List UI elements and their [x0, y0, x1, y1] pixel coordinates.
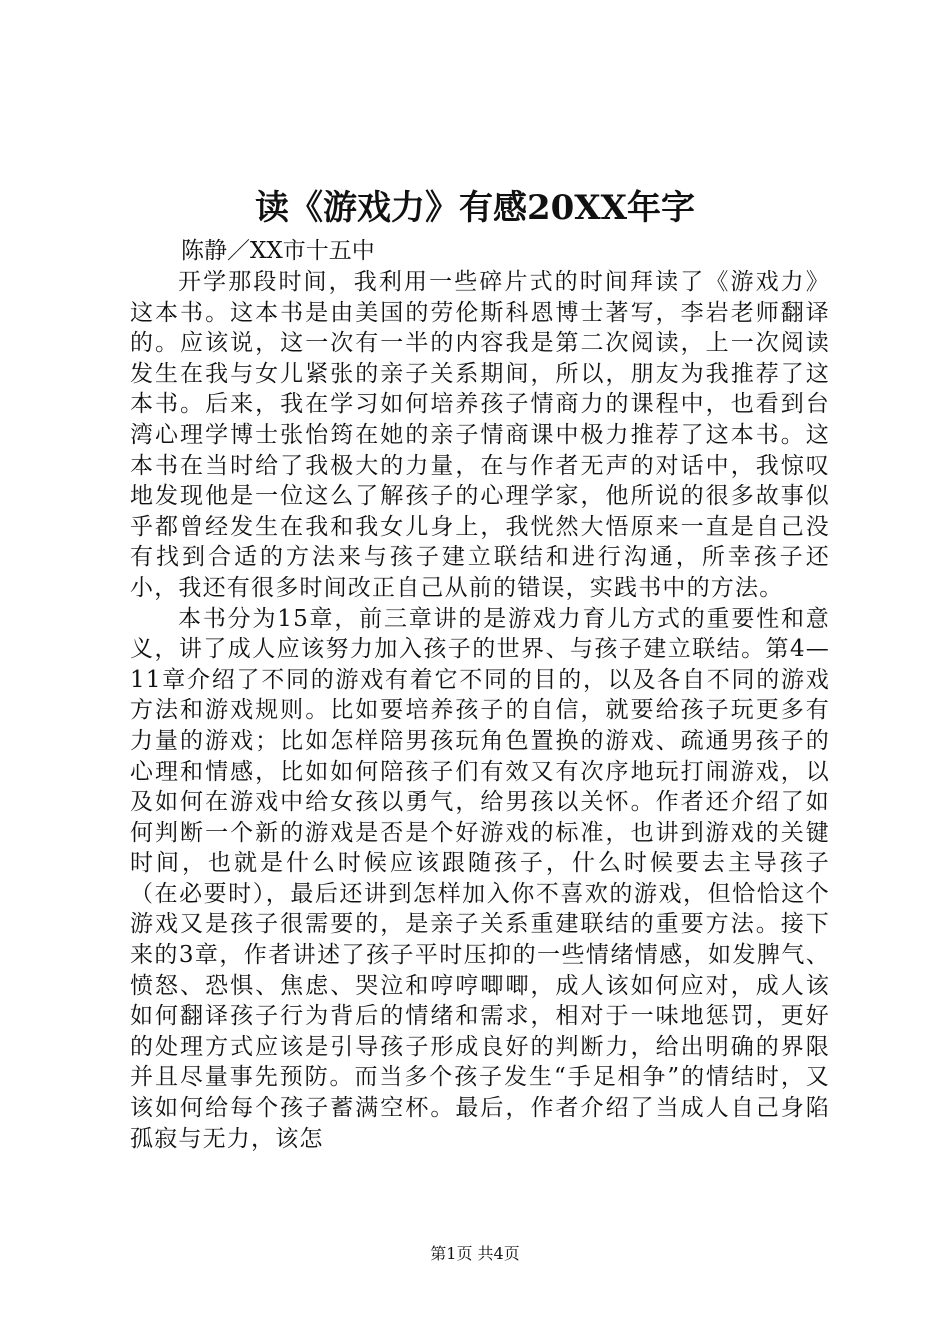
document-title: 读《游戏力》有感20XX年字: [254, 188, 696, 228]
author-line: 陈静／XX市十五中: [181, 238, 375, 264]
page-footer: 第1页 共4页: [430, 1244, 520, 1263]
document-body: [130, 267, 830, 1187]
paragraph-1: 开学那段时间，我利用一些碎片式的时间拜读了《游戏力》这本书。这本书是由美国的劳伦斯科恩博士著写，李岩老师翻译的。应该说，这一次有一半的内容我是第二次阅读，上一次阅读发生在我与女儿紧张的亲子关系期间，所以，朋友为我推荐了这本书。后来，我在学习如何培养孩子情商力的课程中，也看到台湾心理学博士张怡筠在她的亲子情商课中极力推荐了这本书。这本书在当时给了我极大的力量，在与作者无声的对话中，我惊叹地发现他是一位这么了解孩子的心理学家，他所说的很多故事似乎都曾经发生在我和我女儿身上，我恍然大悟原来一直是自己没有找到合适的方法来与孩子建立联结和进行沟通，所幸孩子还小，我还有很多时间改正自己从前的错误，实践书中的方法。: [130, 269, 830, 601]
paragraph-2: 本书分为15章，前三章讲的是游戏力育儿方式的重要性和意义，讲了成人应该努力加入孩子的世界、与孩子建立联结。第4—11章介绍了不同的游戏有着它不同的目的，以及各自不同的游戏方法和游戏规则。比如要培养孩子的自信，就要给孩子玩更多有力量的游戏；比如怎样陪男孩玩角色置换的游戏、疏通男孩子的心理和情感，比如如何陪孩子们有效又有次序地玩打闹游戏，以及如何在游戏中给女孩以勇气，给男孩以关怀。作者还介绍了如何判断一个新的游戏是否是个好游戏的标准，也讲到游戏的关键时间，也就是什么时候应该跟随孩子，什么时候要去主导孩子（在必要时），最后还讲到怎样加入你不喜欢的游戏，但恰恰这个游戏又是孩子很需要的，是亲子关系重建联结的重要方法。接下来的3章，作者讲述了孩子平时压抑的一些情绪情感，如发脾气、愤怒、恐惧、焦虑、哭泣和哼哼唧唧，成人该如何应对，成人该如何翻译孩子行为背后的情绪和需求，相对于一味地惩罚，更好的处理方式应该是引导孩子形成良好的判断力，给出明确的界限并且尽量事先预防。而当多个孩子发生“手足相争”的情结时，又该如何给每个孩子蓄满空杯。最后，作者介绍了当成人自己身陷孤寂与无力，该怎: [130, 605, 830, 1152]
